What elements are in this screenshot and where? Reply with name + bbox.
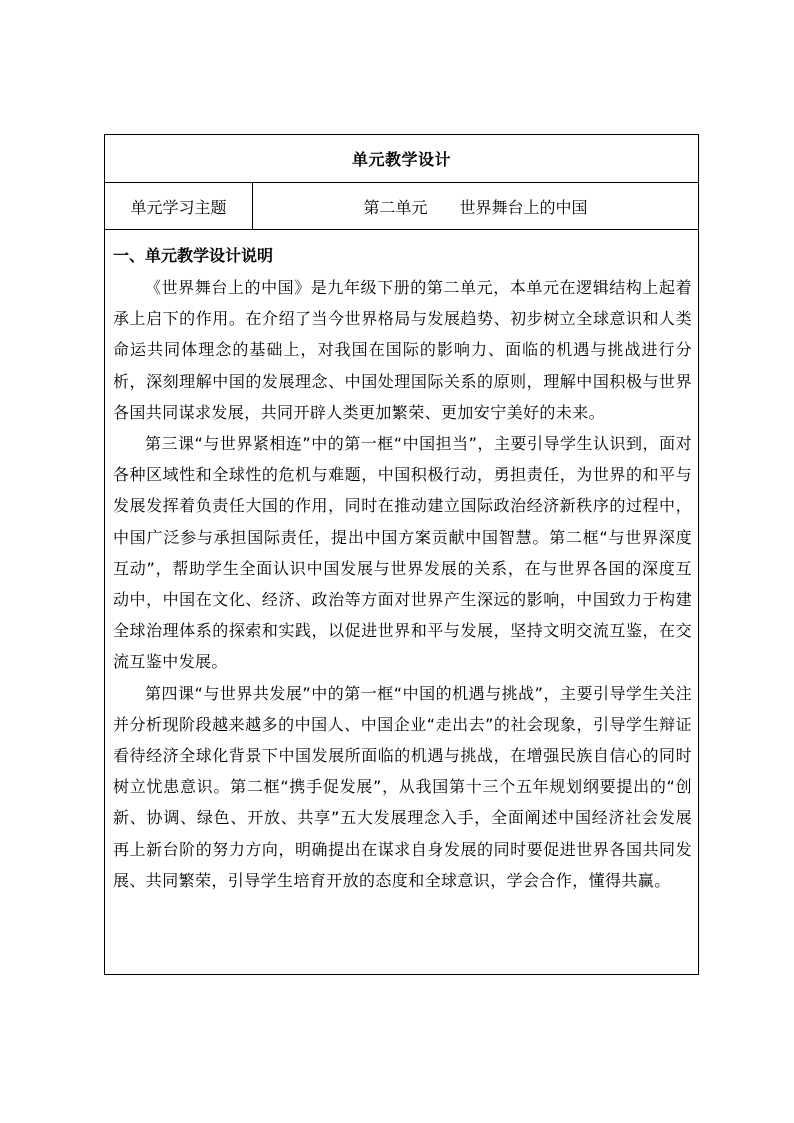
- topic-row: [105, 183, 698, 230]
- table-title-row: [105, 135, 698, 183]
- paragraph: 第三课“与世界紧相连”中的第一框“中国担当”，主要引导学生认识到，面对各种区域性和全球性的危机与难题，中国积极行动，勇担责任，为世界的和平与发展发挥着负责任大国的作用，同时在推动建立国际政治经济新秩序的过程中，中国广泛参与承担国际责任，提出中国方案贡献中国智慧。第二框“与世界深度互动”，帮助学生全面认识中国发展与世界发展的关系，在与世界各国的深度互动中，中国在文化、经济、政治等方面对世界产生深远的影响，中国致力于构建全球治理体系的探索和实践，以促进世界和平与发展，坚持文明交流互鉴，在交流互鉴中发展。: [113, 434, 692, 672]
- paragraph: 第四课“与世界共发展”中的第一框“中国的机遇与挑战”，主要引导学生关注并分析现阶段越来越多的中国人、中国企业“走出去”的社会现象，引导学生辩证看待经济全球化背景下中国发展所面临的机遇与挑战，在增强民族自信心的同时树立忧患意识。第二框“携手促发展”，从我国第十三个五年规划纲要提出的“创新、协调、绿色、开放、共享”五大发展理念入手，全面阐述中国经济社会发展再上新台阶的努力方向，明确提出在谋求自身发展的同时要促进世界各国共同发展、共同繁荣，引导学生培育开放的态度和全球意识，学会合作，懂得共赢。: [113, 683, 692, 890]
- topic-value: 第二单元 世界舞台上的中国: [363, 197, 588, 217]
- topic-value-cell: [253, 183, 698, 229]
- document-title: 单元教学设计: [351, 150, 451, 169]
- description-cell: [105, 230, 698, 974]
- paragraph: 《世界舞台上的中国》是九年级下册的第二单元，本单元在逻辑结构上起着承上启下的作用。在介绍了当今世界格局与发展趋势、初步树立全球意识和人类命运共同体理念的基础上，对我国在国际的影响力、面临的机遇与挑战进行分析，深刻理解中国的发展理念、中国处理国际关系的原则，理解中国积极与世界各国共同谋求发展，共同开辟人类更加繁荣、更加安宁美好的未来。: [113, 278, 692, 422]
- topic-label: 单元学习主题: [130, 197, 227, 217]
- design-table: [104, 134, 699, 975]
- topic-label-cell: [105, 183, 253, 229]
- section-heading: 一、单元教学设计说明: [113, 246, 274, 265]
